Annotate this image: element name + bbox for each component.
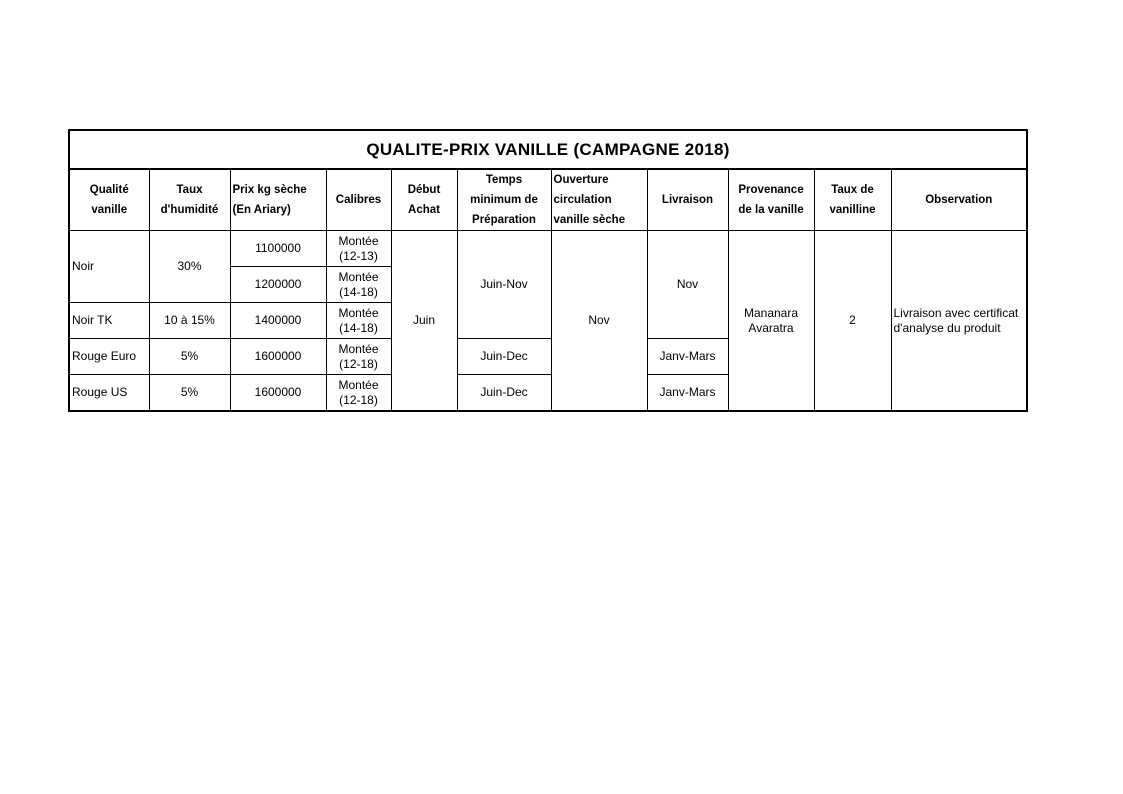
- header-temps-preparation: Temps minimum de Préparation: [457, 169, 551, 231]
- header-provenance: Provenance de la vanille: [728, 169, 814, 231]
- header-ouverture-circulation: Ouverture circulation vanille sèche: [551, 169, 647, 231]
- vanilla-price-table: [68, 129, 1028, 412]
- cell-prix: 1100000: [230, 231, 326, 267]
- cell-ouverture: Nov: [551, 231, 647, 412]
- cell-qualite-rouge-us: Rouge US: [69, 375, 149, 412]
- cell-observation: Livraison avec certificat d'analyse du produit: [891, 231, 1027, 412]
- header-livraison: Livraison: [647, 169, 728, 231]
- cell-livraison-noir: Nov: [647, 231, 728, 339]
- cell-humidite: 5%: [149, 339, 230, 375]
- cell-vanilline: 2: [814, 231, 891, 412]
- cell-calibre: Montée (12-13): [326, 231, 391, 267]
- table-title: QUALITE-PRIX VANILLE (CAMPAGNE 2018): [69, 130, 1027, 169]
- cell-debut-achat: Juin: [391, 231, 457, 412]
- header-qualite: Qualité vanille: [69, 169, 149, 231]
- cell-qualite-noir: Noir: [69, 231, 149, 303]
- header-prix: Prix kg sèche (En Ariary): [230, 169, 326, 231]
- cell-prix: 1600000: [230, 339, 326, 375]
- header-debut-achat: Début Achat: [391, 169, 457, 231]
- cell-provenance: Mananara Avaratra: [728, 231, 814, 412]
- table-row: [69, 231, 1027, 267]
- header-vanilline: Taux de vanilline: [814, 169, 891, 231]
- cell-calibre: Montée (12-18): [326, 339, 391, 375]
- cell-prix: 1200000: [230, 267, 326, 303]
- cell-livraison: Janv-Mars: [647, 339, 728, 375]
- cell-prix: 1600000: [230, 375, 326, 412]
- cell-humidite: 10 à 15%: [149, 303, 230, 339]
- cell-humidite-noir: 30%: [149, 231, 230, 303]
- cell-livraison: Janv-Mars: [647, 375, 728, 412]
- cell-calibre: Montée (12-18): [326, 375, 391, 412]
- cell-calibre: Montée (14-18): [326, 267, 391, 303]
- cell-humidite: 5%: [149, 375, 230, 412]
- cell-calibre: Montée (14-18): [326, 303, 391, 339]
- header-observation: Observation: [891, 169, 1027, 231]
- header-calibres: Calibres: [326, 169, 391, 231]
- cell-prix: 1400000: [230, 303, 326, 339]
- cell-qualite-noir-tk: Noir TK: [69, 303, 149, 339]
- cell-qualite-rouge-euro: Rouge Euro: [69, 339, 149, 375]
- cell-temps-noir: Juin-Nov: [457, 231, 551, 339]
- header-humidite: Taux d'humidité: [149, 169, 230, 231]
- cell-temps: Juin-Dec: [457, 339, 551, 375]
- cell-temps: Juin-Dec: [457, 375, 551, 412]
